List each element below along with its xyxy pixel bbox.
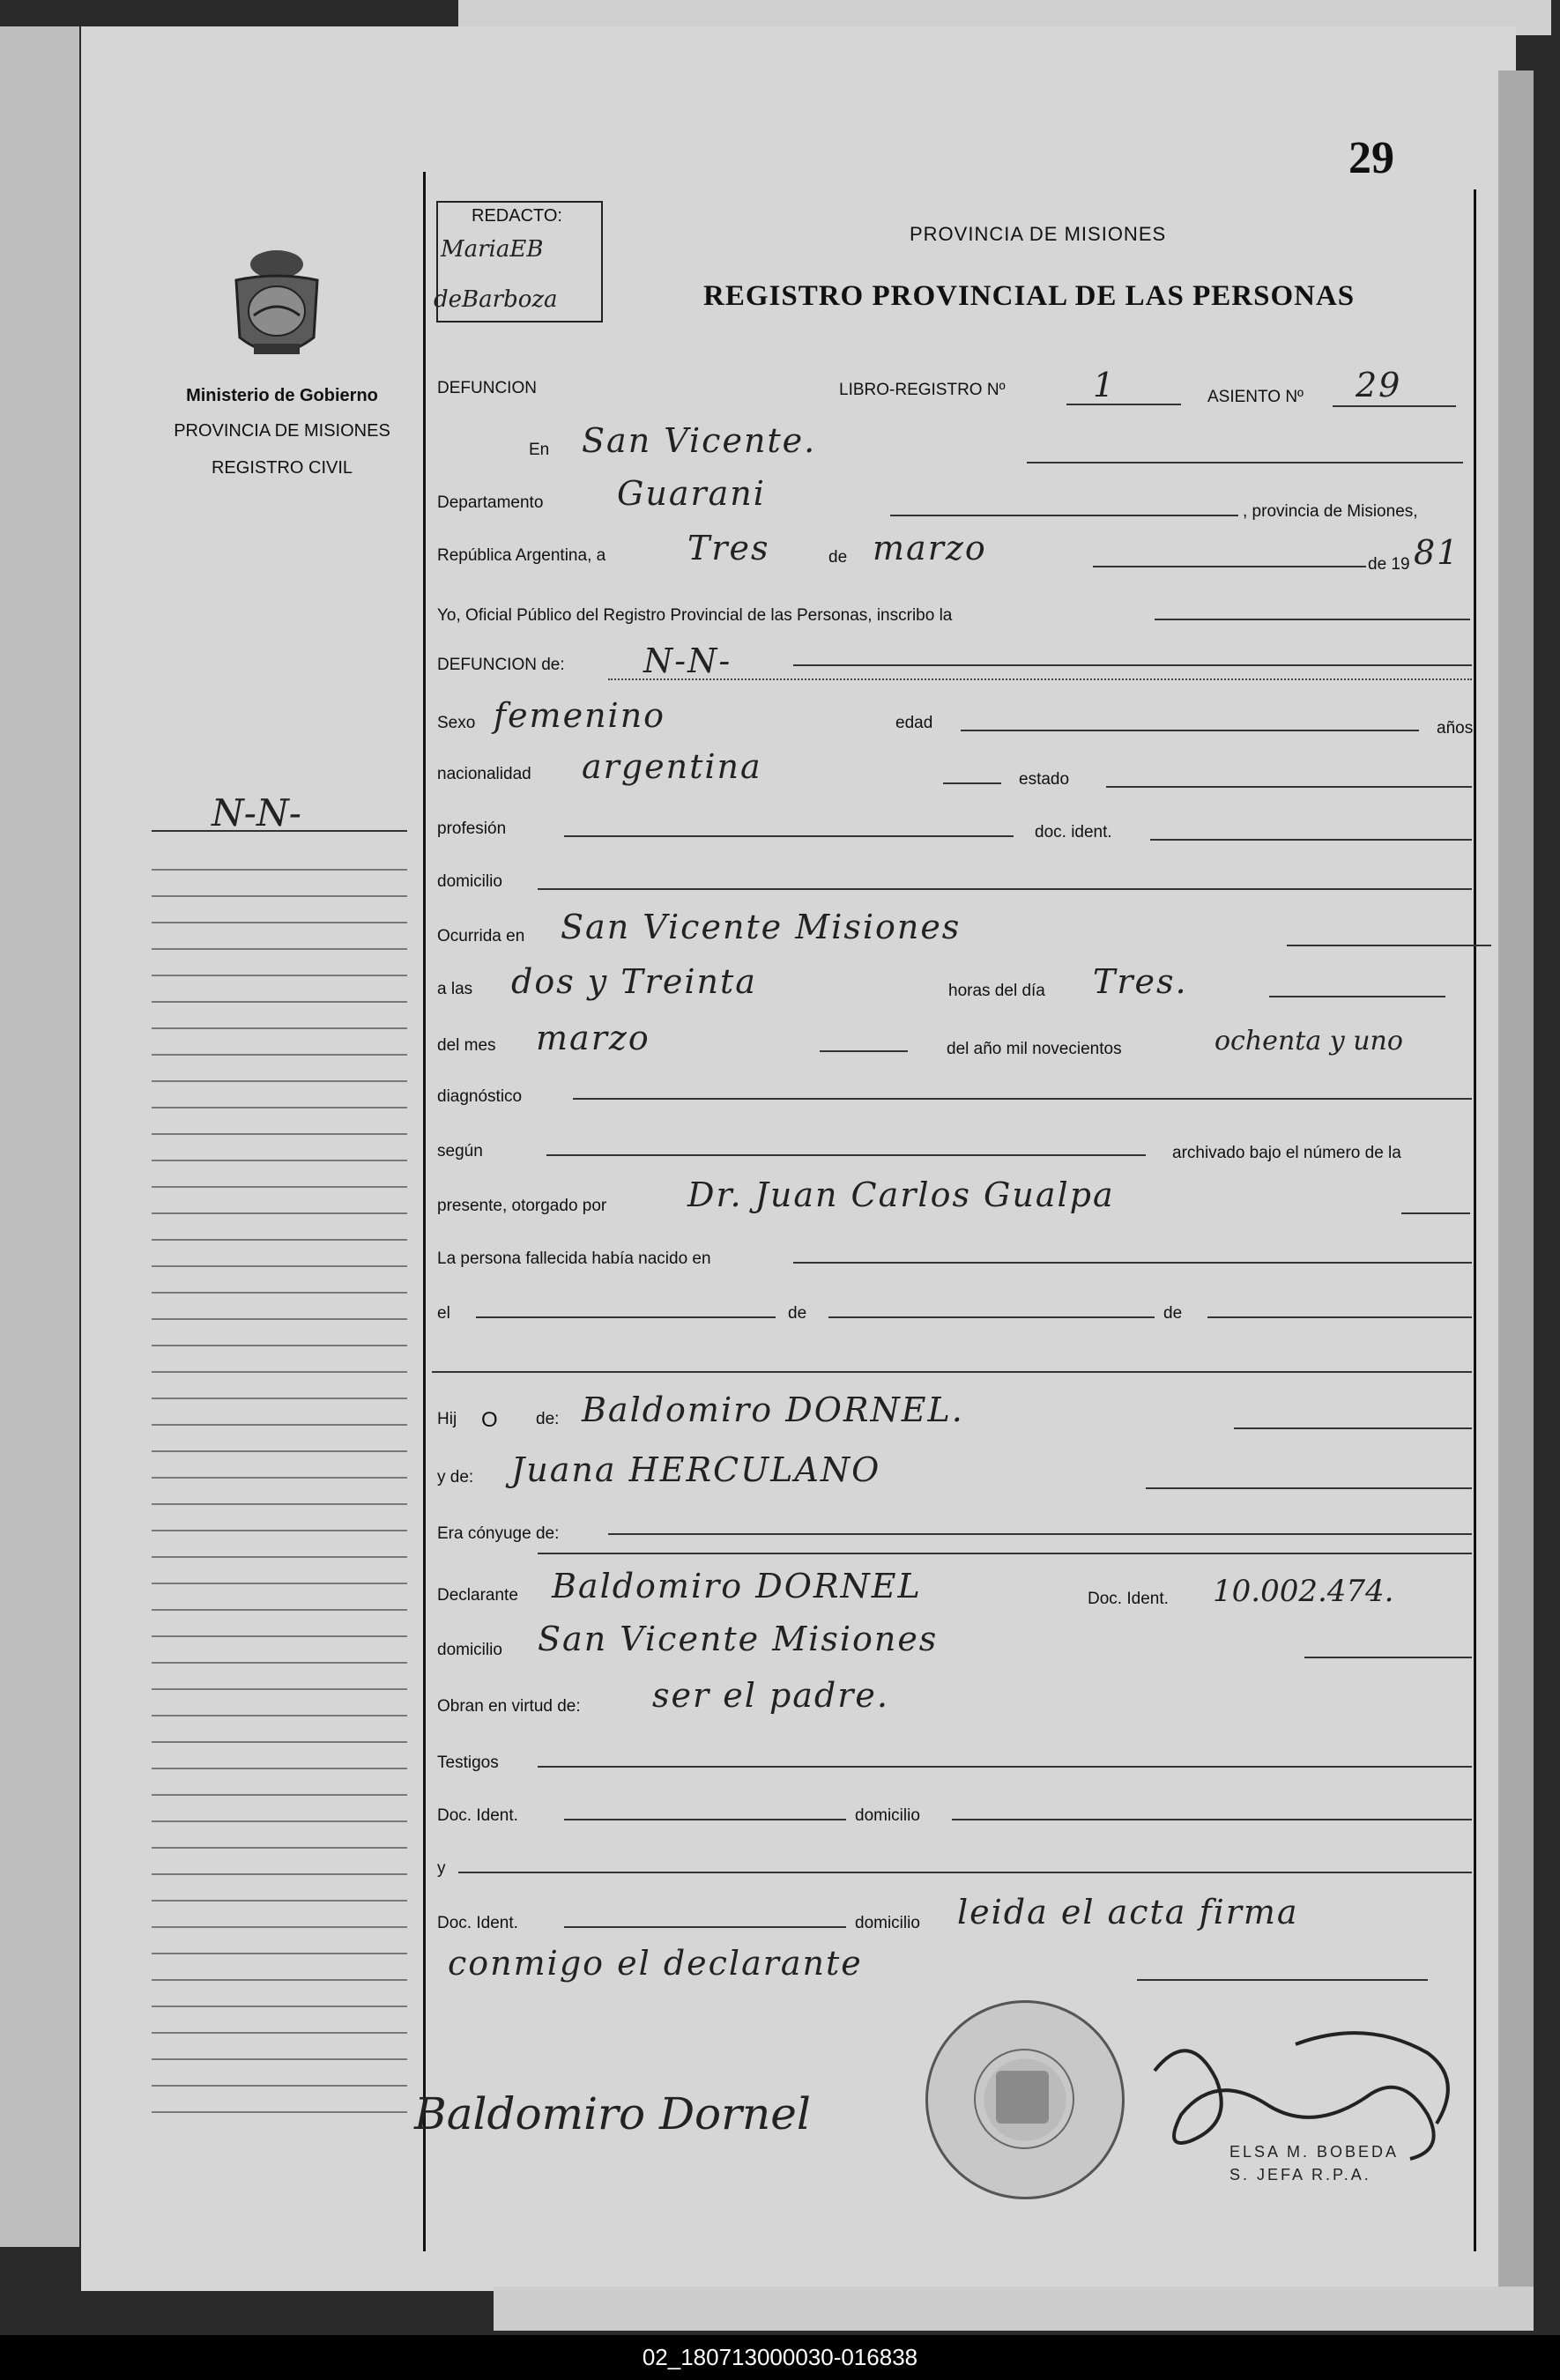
docid2-value: 10.002.474. xyxy=(1213,1574,1394,1609)
docid2-label: Doc. Ident. xyxy=(1088,1590,1169,1608)
sexo-value: femenino xyxy=(494,696,666,735)
dom2-rule xyxy=(1304,1657,1472,1658)
docid4-label: Doc. Ident. xyxy=(437,1914,518,1932)
edad-rule xyxy=(961,730,1419,731)
madre-rule xyxy=(1146,1487,1472,1489)
testigos-rule xyxy=(538,1766,1472,1768)
mes2-rule xyxy=(820,1050,908,1052)
dia-value: Tres. xyxy=(1093,962,1188,1001)
anos-label: años xyxy=(1437,719,1474,738)
dom2-value: San Vicente Misiones xyxy=(538,1620,939,1658)
rep-de: de xyxy=(828,548,848,567)
conyuge-rule xyxy=(608,1533,1472,1535)
def-name: N-N- xyxy=(643,641,732,680)
asiento-rule xyxy=(1333,405,1456,407)
ministry-label: Ministerio de Gobierno xyxy=(186,386,378,405)
dom3-rule xyxy=(952,1819,1472,1820)
ocurrida-rule xyxy=(1287,945,1491,946)
yo-rule xyxy=(1155,619,1470,620)
yde-label: y de: xyxy=(437,1468,474,1487)
dia-rule xyxy=(1269,996,1445,997)
obran-value: ser el padre. xyxy=(652,1676,889,1715)
dom4-label: domicilio xyxy=(855,1914,920,1932)
de-a-label: de xyxy=(788,1304,807,1323)
margin-note: N-N- xyxy=(212,791,301,834)
yo-text: Yo, Oficial Público del Registro Provincial de las Personas, inscribo la xyxy=(437,606,953,625)
edad-label: edad xyxy=(895,714,933,732)
en-rule xyxy=(1027,462,1463,463)
docid3-rule xyxy=(564,1819,846,1820)
de-b-rule xyxy=(1207,1316,1472,1318)
crest-icon xyxy=(227,245,326,368)
diag-rule xyxy=(573,1098,1472,1100)
horas-label: horas del día xyxy=(948,982,1045,1000)
rep-month: marzo xyxy=(873,529,987,567)
dep-label: Departamento xyxy=(437,493,544,512)
libro-rule xyxy=(1066,404,1181,405)
ocurrida-label: Ocurrida en xyxy=(437,927,525,945)
nac-rule xyxy=(943,782,1001,784)
section-rule xyxy=(432,1371,1472,1373)
segun-label: según xyxy=(437,1142,483,1160)
libro-value: 1 xyxy=(1093,366,1117,404)
rep-rule xyxy=(1093,566,1366,567)
form-type: DEFUNCION xyxy=(437,379,537,397)
rep-day: Tres xyxy=(687,529,770,567)
dom3-label: domicilio xyxy=(855,1806,920,1825)
dom2-label: domicilio xyxy=(437,1641,502,1659)
de-b-label: de xyxy=(1163,1304,1183,1323)
docid3-label: Doc. Ident. xyxy=(437,1806,518,1825)
bottom-edge xyxy=(494,2287,1534,2331)
conmigo-rule xyxy=(1137,1979,1428,1981)
estado-rule xyxy=(1106,786,1472,788)
hij-o: O xyxy=(481,1408,498,1432)
estado-label: estado xyxy=(1019,770,1070,789)
rep-label: República Argentina, a xyxy=(437,546,606,565)
docid4-rule xyxy=(564,1926,846,1928)
docid-rule xyxy=(1150,839,1472,841)
right-page-edge xyxy=(1498,70,1534,2291)
officer-name: ELSA M. BOBEDA xyxy=(1229,2143,1400,2161)
obran-label: Obran en virtud de: xyxy=(437,1697,581,1716)
declarante-value: Baldomiro DORNEL xyxy=(552,1567,922,1605)
province-heading: PROVINCIA DE MISIONES xyxy=(910,223,1167,245)
margin-line xyxy=(423,172,426,2251)
presente-label: presente, otorgado por xyxy=(437,1197,607,1215)
seal-emblem-icon xyxy=(996,2071,1049,2124)
declarante-label: Declarante xyxy=(437,1586,518,1605)
officer-title: S. JEFA R.P.A. xyxy=(1229,2166,1371,2184)
def-label: DEFUNCION de: xyxy=(437,656,565,674)
padre-value: Baldomiro DORNEL. xyxy=(582,1390,964,1429)
ocurrida-value: San Vicente Misiones xyxy=(561,908,962,946)
docid-label: doc. ident. xyxy=(1035,823,1112,842)
asiento-value: 29 xyxy=(1356,366,1402,404)
y-rule xyxy=(458,1872,1472,1873)
padre-rule xyxy=(1234,1427,1472,1429)
nacido-rule xyxy=(793,1262,1472,1264)
archivado-text: archivado bajo el número de la xyxy=(1172,1144,1401,1162)
y-label: y xyxy=(437,1859,446,1878)
segun-rule xyxy=(546,1154,1146,1156)
prof-label: profesión xyxy=(437,819,507,838)
anio-value: ochenta y uno xyxy=(1215,1026,1403,1057)
medico-value: Dr. Juan Carlos Gualpa xyxy=(687,1175,1115,1214)
dep-rule xyxy=(890,515,1238,516)
side-office-label: REGISTRO CIVIL xyxy=(211,458,353,478)
nac-value: argentina xyxy=(582,747,762,786)
conmigo-text: conmigo el declarante xyxy=(448,1944,863,1983)
medico-rule xyxy=(1401,1212,1470,1214)
def-dots xyxy=(608,678,1472,680)
hij-label: Hij xyxy=(437,1410,457,1428)
def-rule xyxy=(793,664,1472,666)
leida-text: leida el acta firma xyxy=(957,1893,1299,1931)
folio-number: 29 xyxy=(1348,133,1394,183)
testigos-label: Testigos xyxy=(437,1753,499,1772)
de-a-rule xyxy=(828,1316,1155,1318)
en-value: San Vicente. xyxy=(582,421,817,460)
rep-de-year: de 19 xyxy=(1368,555,1410,574)
asiento-label: ASIENTO Nº xyxy=(1207,388,1304,406)
dom-label: domicilio xyxy=(437,872,502,891)
hora-value: dos y Treinta xyxy=(511,962,757,1001)
stamp-title: REDACTO: xyxy=(472,206,562,226)
dep-value: Guarani xyxy=(617,474,766,513)
margin-note-rule xyxy=(152,830,407,832)
libro-label: LIBRO-REGISTRO Nº xyxy=(839,381,1006,399)
stamp-hand-1: MariaEB xyxy=(441,236,544,263)
el-label: el xyxy=(437,1304,450,1323)
image-caption: 02_180713000030-016838 xyxy=(642,2344,918,2370)
side-province-label: PROVINCIA DE MISIONES xyxy=(174,421,390,441)
mes2-value: marzo xyxy=(536,1019,650,1057)
nacido-label: La persona fallecida había nacido en xyxy=(437,1249,711,1268)
margin-ruled-lines xyxy=(152,844,407,2131)
rep-year: 81 xyxy=(1414,533,1460,572)
nac-label: nacionalidad xyxy=(437,765,531,783)
registry-heading: REGISTRO PROVINCIAL DE LAS PERSONAS xyxy=(703,280,1356,312)
sexo-label: Sexo xyxy=(437,714,476,732)
conyuge-rule-2 xyxy=(538,1553,1472,1554)
diag-label: diagnóstico xyxy=(437,1087,523,1106)
delmes-label: del mes xyxy=(437,1036,496,1055)
en-label: En xyxy=(529,441,550,459)
declarant-signature: Baldomiro Dornel xyxy=(414,2088,811,2139)
left-page-edge xyxy=(0,26,79,2247)
anio-label: del año mil novecientos xyxy=(947,1040,1122,1058)
el-rule xyxy=(476,1316,776,1318)
hij-de: de: xyxy=(536,1410,560,1428)
alas-label: a las xyxy=(437,980,473,998)
dom-rule xyxy=(538,888,1472,890)
prof-rule xyxy=(564,835,1014,837)
provincia-suffix: , provincia de Misiones, xyxy=(1243,502,1418,521)
right-frame-line xyxy=(1474,189,1476,2251)
stamp-hand-2: deBarboza xyxy=(434,286,558,313)
conyuge-label: Era cónyuge de: xyxy=(437,1524,560,1543)
madre-value: Juana HERCULANO xyxy=(511,1450,881,1489)
